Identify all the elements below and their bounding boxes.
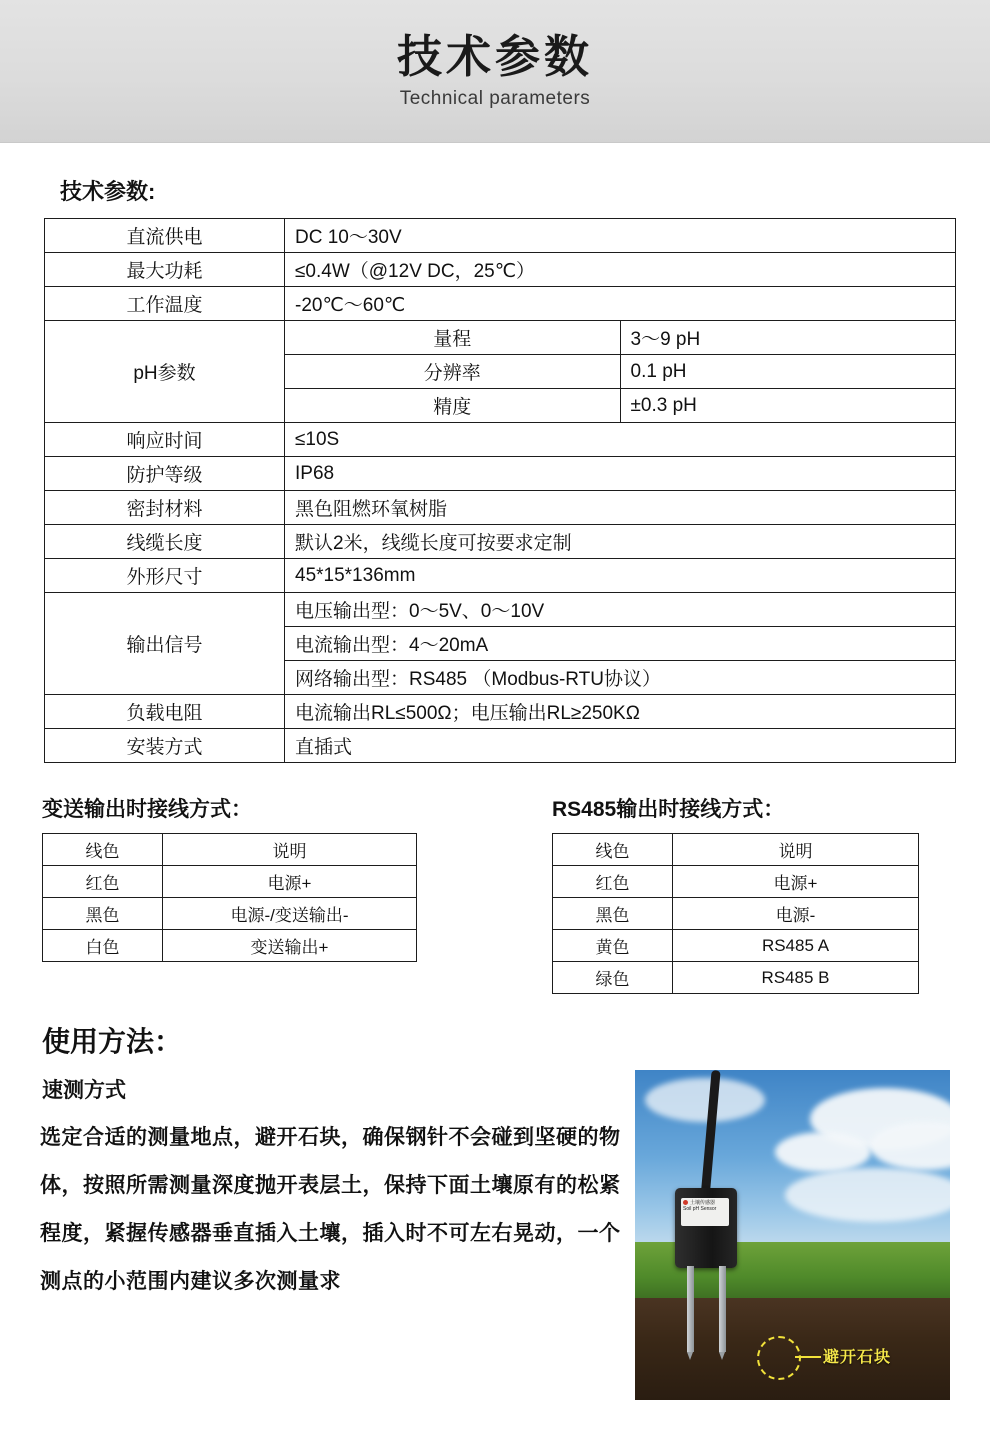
spec-sublabel: 精度 bbox=[285, 389, 621, 423]
spec-value: -20℃～60℃ bbox=[285, 287, 956, 321]
spec-label: 防护等级 bbox=[45, 457, 285, 491]
cloud-shape bbox=[785, 1168, 950, 1222]
wire-desc: 电源-/变送输出- bbox=[163, 898, 417, 930]
product-photo bbox=[635, 1070, 950, 1400]
spec-label: 负载电阻 bbox=[45, 695, 285, 729]
table-row bbox=[43, 866, 417, 898]
wire-desc: RS485 B bbox=[673, 962, 919, 994]
wire-color: 黑色 bbox=[553, 898, 673, 930]
table-row bbox=[45, 525, 956, 559]
content-area bbox=[0, 175, 990, 1400]
spec-label: 外形尺寸 bbox=[45, 559, 285, 593]
page-subtitle: Technical parameters bbox=[399, 88, 591, 110]
table-header-row bbox=[43, 834, 417, 866]
table-row bbox=[553, 930, 919, 962]
cloud-shape bbox=[645, 1078, 765, 1122]
wire-desc: 电源+ bbox=[163, 866, 417, 898]
wire-desc: 电源+ bbox=[673, 866, 919, 898]
spec-value: 0.1 pH bbox=[620, 355, 956, 389]
cloud-shape bbox=[775, 1132, 871, 1172]
wire-color: 白色 bbox=[43, 930, 163, 962]
wiring-title-analog: 变送输出时接线方式： bbox=[42, 798, 252, 821]
table-row bbox=[45, 287, 956, 321]
spec-label: 响应时间 bbox=[45, 423, 285, 457]
spec-value: 3～9 pH bbox=[620, 321, 956, 355]
usage-heading: 使用方法： bbox=[42, 1026, 183, 1057]
spec-sublabel: 量程 bbox=[285, 321, 621, 355]
column-header: 线色 bbox=[43, 834, 163, 866]
table-row bbox=[43, 930, 417, 962]
spec-label: 安装方式 bbox=[45, 729, 285, 763]
spec-value: 电压输出型：0～5V、0～10V bbox=[285, 593, 956, 627]
spec-value: ±0.3 pH bbox=[620, 389, 956, 423]
spec-value: 直插式 bbox=[285, 729, 956, 763]
table-row bbox=[45, 253, 956, 287]
wiring-section bbox=[40, 793, 950, 994]
spec-sublabel: 分辨率 bbox=[285, 355, 621, 389]
spec-label: 密封材料 bbox=[45, 491, 285, 525]
table-row bbox=[45, 729, 956, 763]
page-banner bbox=[0, 0, 990, 143]
wire-desc: 变送输出+ bbox=[163, 930, 417, 962]
spec-heading: 技术参数: bbox=[60, 179, 156, 204]
wire-color: 红色 bbox=[43, 866, 163, 898]
wire-desc: 电源- bbox=[673, 898, 919, 930]
spec-value: 网络输出型：RS485 （Modbus-RTU协议） bbox=[285, 661, 956, 695]
spec-value: 黑色阻燃环氧树脂 bbox=[285, 491, 956, 525]
wiring-title-rs485: RS485输出时接线方式： bbox=[552, 798, 785, 821]
device-label-line2: Soil pH Sensor bbox=[683, 1206, 717, 1212]
usage-section bbox=[40, 1066, 950, 1400]
wire-color: 绿色 bbox=[553, 962, 673, 994]
spec-value: 默认2米，线缆长度可按要求定制 bbox=[285, 525, 956, 559]
wire-color: 黑色 bbox=[43, 898, 163, 930]
spec-label: pH参数 bbox=[45, 321, 285, 423]
spec-label: 线缆长度 bbox=[45, 525, 285, 559]
sensor-nameplate bbox=[681, 1198, 729, 1226]
highlight-circle-icon bbox=[757, 1336, 801, 1380]
spec-value: ≤10S bbox=[285, 423, 956, 457]
spec-value: DC 10～30V bbox=[285, 219, 956, 253]
table-row bbox=[553, 962, 919, 994]
brand-dot-icon bbox=[683, 1200, 688, 1205]
callout-leader-line bbox=[795, 1356, 821, 1358]
table-row bbox=[45, 423, 956, 457]
wiring-table-rs485 bbox=[552, 833, 919, 994]
device-label-line1: 土壤传感器 bbox=[690, 1200, 716, 1206]
wiring-block-rs485 bbox=[550, 793, 950, 994]
table-row bbox=[45, 321, 956, 355]
wire-desc: RS485 A bbox=[673, 930, 919, 962]
table-row bbox=[43, 898, 417, 930]
spec-label: 直流供电 bbox=[45, 219, 285, 253]
spec-label: 输出信号 bbox=[45, 593, 285, 695]
wiring-block-analog bbox=[40, 793, 550, 994]
sensor-probe bbox=[719, 1266, 726, 1352]
table-row bbox=[45, 695, 956, 729]
spec-value: 电流输出型：4～20mA bbox=[285, 627, 956, 661]
table-row bbox=[553, 866, 919, 898]
table-row bbox=[45, 593, 956, 627]
column-header: 说明 bbox=[163, 834, 417, 866]
photo-callout-label: 避开石块 bbox=[823, 1349, 892, 1366]
column-header: 线色 bbox=[553, 834, 673, 866]
usage-text-column bbox=[40, 1066, 625, 1306]
table-row bbox=[45, 457, 956, 491]
column-header: 说明 bbox=[673, 834, 919, 866]
table-row bbox=[45, 491, 956, 525]
technical-spec-table bbox=[44, 218, 956, 763]
spec-value: 电流输出RL≤500Ω；电压输出RL≥250KΩ bbox=[285, 695, 956, 729]
spec-value: ≤0.4W（@12V DC，25℃） bbox=[285, 253, 956, 287]
page-title: 技术参数 bbox=[396, 30, 593, 82]
sensor-body bbox=[675, 1188, 737, 1268]
spec-label: 最大功耗 bbox=[45, 253, 285, 287]
spec-value: IP68 bbox=[285, 457, 956, 491]
table-row bbox=[45, 219, 956, 253]
table-row bbox=[553, 898, 919, 930]
table-header-row bbox=[553, 834, 919, 866]
wiring-table-analog bbox=[42, 833, 417, 962]
wire-color: 红色 bbox=[553, 866, 673, 898]
table-row bbox=[45, 559, 956, 593]
sensor-probe bbox=[687, 1266, 694, 1352]
usage-paragraph: 选定合适的测量地点，避开石块，确保钢针不会碰到坚硬的物体，按照所需测量深度抛开表层土，保持下面土壤原有的松紧程度，紧握传感器垂直插入土壤，插入时不可左右晃动，一个测点的小范围内建议多次测量求 bbox=[40, 1126, 621, 1293]
usage-subheading: 速测方式 bbox=[42, 1079, 126, 1102]
wire-color: 黄色 bbox=[553, 930, 673, 962]
spec-label: 工作温度 bbox=[45, 287, 285, 321]
spec-value: 45*15*136mm bbox=[285, 559, 956, 593]
